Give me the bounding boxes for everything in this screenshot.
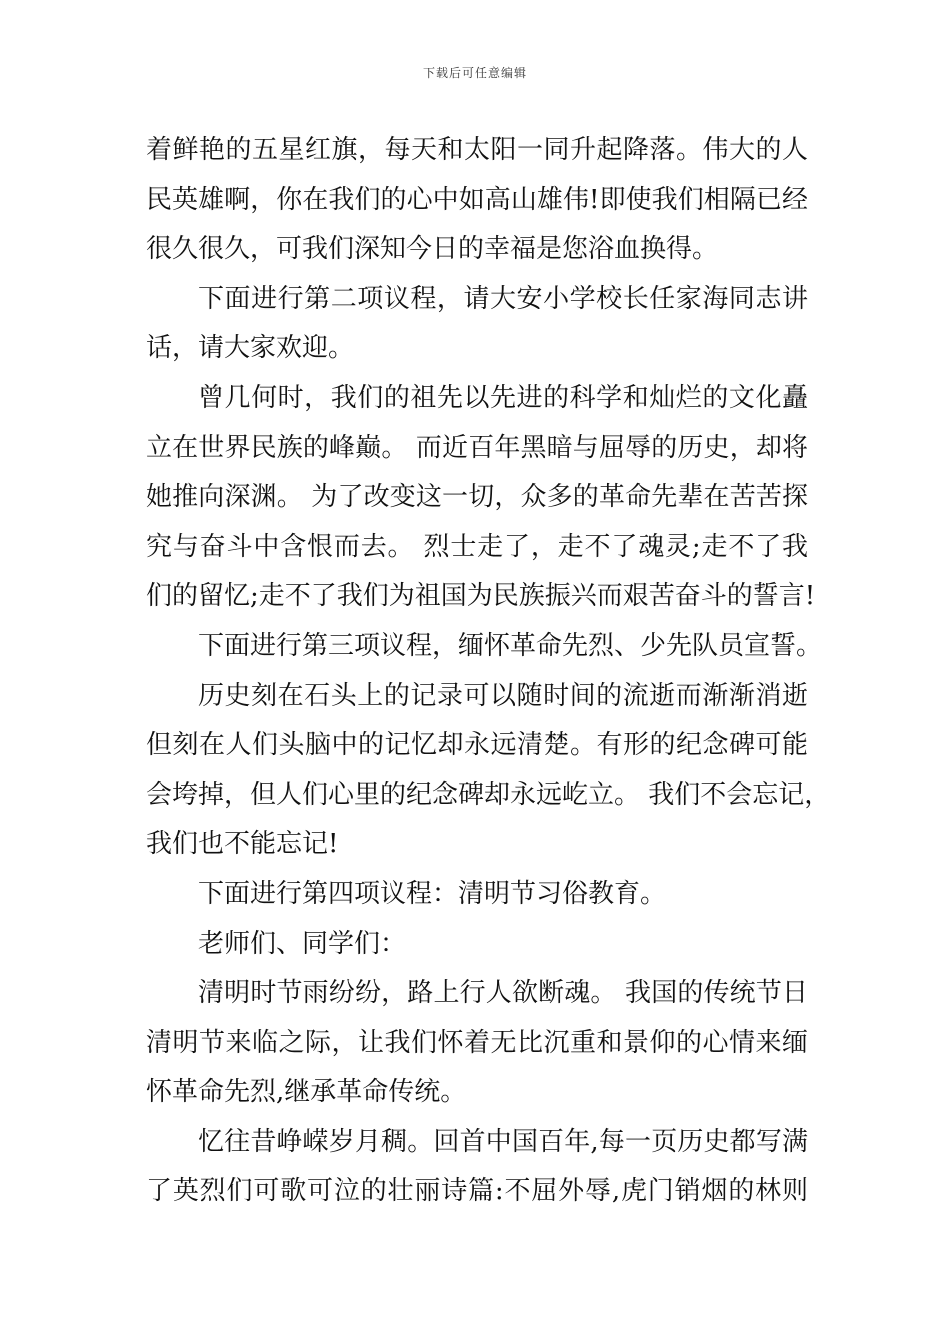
text-line: 清明时节雨纷纷，路上行人欲断魂。 我国的传统节日 [198,978,808,1009]
text-line: 曾几何时，我们的祖先以先进的科学和灿烂的文化矗 [198,382,808,413]
text-line: 我们也不能忘记! [146,829,339,860]
document-body [146,126,831,1217]
text-line: 下面进行第三项议程，缅怀革命先烈、少先队员宣誓。 [198,630,823,661]
text-line: 了英烈们可歌可泣的壮丽诗篇:不屈外辱,虎门销烟的林则 [146,1176,808,1207]
text-line: 老师们、同学们： [198,928,407,959]
text-line: 下面进行第四项议程：清明节习俗教育。 [198,878,667,909]
text-line: 话，请大家欢迎。 [146,333,355,364]
text-line: 她推向深渊。 为了改变这一切，众多的革命先辈在苦苦探 [146,482,808,513]
text-line: 下面进行第二项议程，请大安小学校长任家海同志讲 [198,283,808,314]
text-line: 但刻在人们头脑中的记忆却永远清楚。有形的纪念碑可能 [146,730,808,761]
text-line: 会垮掉，但人们心里的纪念碑却永远屹立。 我们不会忘记， [146,779,831,810]
text-line: 究与奋斗中含恨而去。 烈士走了，走不了魂灵;走不了我 [146,531,808,562]
text-line: 清明节来临之际，让我们怀着无比沉重和景仰的心情来缅 [146,1027,808,1058]
text-line: 们的留忆;走不了我们为祖国为民族振兴而艰苦奋斗的誓言! [146,581,816,612]
text-line: 怀革命先烈,继承革命传统。 [146,1077,467,1108]
text-line: 很久很久，可我们深知今日的幸福是您浴血换得。 [146,234,719,265]
page-header: 下载后可任意编辑 [422,66,527,80]
text-line: 着鲜艳的五星红旗，每天和太阳一同升起降落。伟大的人 [146,135,808,165]
text-line: 民英雄啊，你在我们的心中如高山雄伟!即使我们相隔已经 [146,184,808,215]
text-line: 忆往昔峥嵘岁月稠。回首中国百年,每一页历史都写满 [198,1126,808,1157]
text-line: 历史刻在石头上的记录可以随时间的流逝而渐渐消逝 [198,680,808,711]
text-line: 立在世界民族的峰巅。 而近百年黑暗与屈辱的历史，却将 [146,432,808,463]
